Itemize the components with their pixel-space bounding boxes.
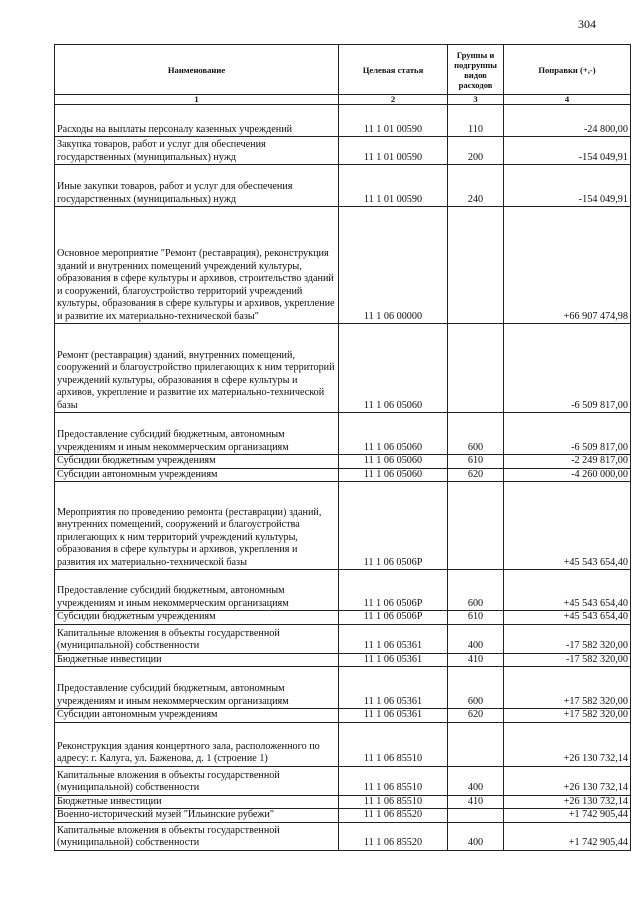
row-group: 400 (448, 822, 504, 850)
row-code: 11 1 06 05060 (339, 455, 448, 469)
row-name: Реконструкция здания концертного зала, расположенного по адресу: г. Калуга, ул. Баженова, д. 1 (строение 1) (55, 722, 339, 766)
row-name: Военно-исторический музей "Ильинские рубежи" (55, 809, 339, 823)
row-amount: -17 582 320,00 (504, 653, 631, 667)
row-code: 11 1 06 85520 (339, 809, 448, 823)
row-group: 240 (448, 165, 504, 207)
row-amount: -6 509 817,00 (504, 324, 631, 413)
row-group (448, 324, 504, 413)
row-group: 410 (448, 795, 504, 809)
row-amount: +45 543 654,40 (504, 482, 631, 570)
row-group (448, 482, 504, 570)
table-row (55, 822, 631, 850)
row-name: Бюджетные инвестиции (55, 795, 339, 809)
row-amount: -2 249 817,00 (504, 455, 631, 469)
header-code: Целевая статья (339, 45, 448, 95)
row-group: 600 (448, 667, 504, 709)
table-row (55, 455, 631, 469)
row-amount: -24 800,00 (504, 105, 631, 137)
row-amount: -17 582 320,00 (504, 624, 631, 653)
row-code: 11 1 06 05060 (339, 413, 448, 455)
row-name: Предоставление субсидий бюджетным, автономным учреждениям и иным некоммерческим организациям (55, 667, 339, 709)
row-group: 610 (448, 611, 504, 625)
column-number-row (55, 95, 631, 105)
row-code: 11 1 06 85520 (339, 822, 448, 850)
table-row (55, 624, 631, 653)
row-code: 11 1 06 85510 (339, 795, 448, 809)
row-name: Капитальные вложения в объекты государственной (муниципальной) собственности (55, 624, 339, 653)
header-group: Группы и подгруппы видов расходов (448, 45, 504, 95)
row-amount: +26 130 732,14 (504, 795, 631, 809)
row-code: 11 1 01 00590 (339, 105, 448, 137)
row-group: 620 (448, 709, 504, 723)
table-row (55, 766, 631, 795)
table-row (55, 165, 631, 207)
row-code: 11 1 06 05361 (339, 653, 448, 667)
column-number: 2 (339, 95, 448, 105)
table-row (55, 413, 631, 455)
row-group: 110 (448, 105, 504, 137)
row-code: 11 1 06 00000 (339, 207, 448, 324)
header-name: Наименование (55, 45, 339, 95)
row-name: Основное мероприятие "Ремонт (реставрация), реконструкция зданий и внутренних помещений учреждений культуры, образования в сфере культуры и архивов, строительство зданий и сооружений, благоустройство территорий учреждений культуры, образования в сфере культуры и архивов, укрепление и развитие их материально-технической базы" (55, 207, 339, 324)
header-amount: Поправки (+,-) (504, 45, 631, 95)
row-amount: +1 742 905,44 (504, 822, 631, 850)
row-name: Ремонт (реставрация) зданий, внутренних помещений, сооружений и благоустройство прилегающих к ним территорий учреждений культуры, образования в сфере культуры и архивов, укрепление и развитие их материально-технической базы (55, 324, 339, 413)
row-name: Субсидии автономным учреждениям (55, 709, 339, 723)
row-name: Закупка товаров, работ и услуг для обеспечения государственных (муниципальных) нужд (55, 137, 339, 165)
row-code: 11 1 06 85510 (339, 766, 448, 795)
table-row (55, 722, 631, 766)
row-name: Иные закупки товаров, работ и услуг для обеспечения государственных (муниципальных) нужд (55, 165, 339, 207)
row-code: 11 1 06 05060 (339, 468, 448, 482)
row-code: 11 1 06 0506Р (339, 570, 448, 611)
row-name: Субсидии бюджетным учреждениям (55, 455, 339, 469)
row-group: 600 (448, 413, 504, 455)
table-row (55, 105, 631, 137)
row-group: 610 (448, 455, 504, 469)
row-amount: +26 130 732,14 (504, 766, 631, 795)
row-group: 620 (448, 468, 504, 482)
row-amount: -4 260 000,00 (504, 468, 631, 482)
row-name: Предоставление субсидий бюджетным, автономным учреждениям и иным некоммерческим организациям (55, 413, 339, 455)
table-row (55, 482, 631, 570)
table-row (55, 570, 631, 611)
row-group: 400 (448, 624, 504, 653)
row-code: 11 1 06 05060 (339, 324, 448, 413)
row-name: Предоставление субсидий бюджетным, автономным учреждениям и иным некоммерческим организациям (55, 570, 339, 611)
row-amount: +45 543 654,40 (504, 570, 631, 611)
table-row (55, 809, 631, 823)
row-code: 11 1 06 05361 (339, 709, 448, 723)
page-number: 304 (578, 17, 596, 31)
row-name: Субсидии бюджетным учреждениям (55, 611, 339, 625)
row-name: Бюджетные инвестиции (55, 653, 339, 667)
row-name: Мероприятия по проведению ремонта (реставрации) зданий, внутренних помещений, сооружений и благоустройства прилегающих к ним территорий учреждений культуры, образования в сфере культуры и архивов, укрепления и развития их материально-технической базы (55, 482, 339, 570)
row-group: 600 (448, 570, 504, 611)
row-group: 400 (448, 766, 504, 795)
row-name: Расходы на выплаты персоналу казенных учреждений (55, 105, 339, 137)
table-row (55, 795, 631, 809)
row-code: 11 1 06 05361 (339, 667, 448, 709)
row-code: 11 1 01 00590 (339, 137, 448, 165)
row-amount: +26 130 732,14 (504, 722, 631, 766)
table-row (55, 611, 631, 625)
row-amount: +17 582 320,00 (504, 667, 631, 709)
row-amount: -154 049,91 (504, 137, 631, 165)
column-number: 1 (55, 95, 339, 105)
table-row (55, 709, 631, 723)
row-group (448, 809, 504, 823)
row-amount: -154 049,91 (504, 165, 631, 207)
row-group (448, 207, 504, 324)
row-group (448, 722, 504, 766)
row-name: Капитальные вложения в объекты государственной (муниципальной) собственности (55, 822, 339, 850)
row-group: 200 (448, 137, 504, 165)
column-number: 4 (504, 95, 631, 105)
row-amount: +17 582 320,00 (504, 709, 631, 723)
row-amount: +45 543 654,40 (504, 611, 631, 625)
row-name: Капитальные вложения в объекты государственной (муниципальной) собственности (55, 766, 339, 795)
table-row (55, 667, 631, 709)
table-row (55, 653, 631, 667)
row-amount: +1 742 905,44 (504, 809, 631, 823)
row-amount: +66 907 474,98 (504, 207, 631, 324)
row-name: Субсидии автономным учреждениям (55, 468, 339, 482)
row-code: 11 1 06 0506Р (339, 611, 448, 625)
row-amount: -6 509 817,00 (504, 413, 631, 455)
table-row (55, 207, 631, 324)
budget-amendments-table (54, 44, 631, 851)
header-row (55, 45, 631, 95)
row-group: 410 (448, 653, 504, 667)
row-code: 11 1 06 0506Р (339, 482, 448, 570)
table-row (55, 468, 631, 482)
table-row (55, 137, 631, 165)
row-code: 11 1 06 05361 (339, 624, 448, 653)
column-number: 3 (448, 95, 504, 105)
row-code: 11 1 06 85510 (339, 722, 448, 766)
row-code: 11 1 01 00590 (339, 165, 448, 207)
table-row (55, 324, 631, 413)
